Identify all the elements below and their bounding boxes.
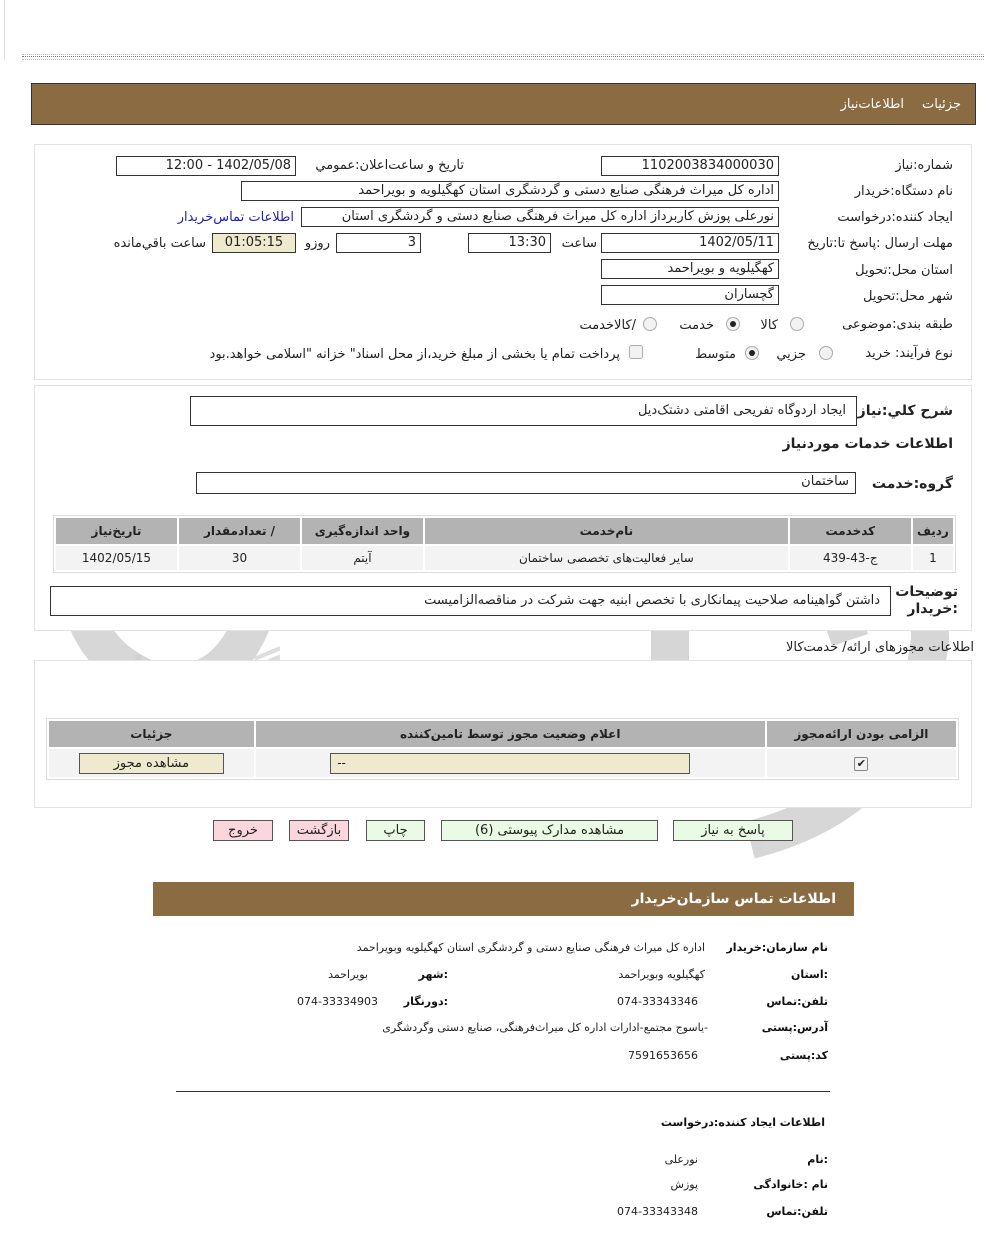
category-radio-goods[interactable] bbox=[790, 317, 804, 331]
col-permit-status: اعلام وضعیت مجوز توسط تامین‌کننده bbox=[256, 721, 765, 747]
service-group-field: ساختمان bbox=[196, 472, 856, 494]
view-attachments-button[interactable]: مشاهده مدارک پیوستی (6) bbox=[441, 820, 658, 841]
cell-need-date: 1402/05/15 bbox=[56, 546, 177, 570]
print-button[interactable]: چاپ bbox=[366, 820, 425, 841]
creator-first-name-label: :نام bbox=[807, 1153, 828, 1166]
process-option-minor: جزیي bbox=[776, 347, 806, 362]
creator-phone-label: تلفن:تماس bbox=[766, 1205, 828, 1218]
province-field: کهگیلویه و بویراحمد bbox=[601, 259, 779, 279]
col-permit-details: جزئیات bbox=[49, 721, 254, 747]
back-button[interactable]: بازگشت bbox=[289, 820, 349, 841]
contact-fax-value: 074-33334903 bbox=[297, 995, 378, 1008]
cell-quantity: 30 bbox=[179, 546, 300, 570]
contact-divider bbox=[176, 1091, 830, 1092]
tab-details[interactable]: جزئیات bbox=[922, 96, 961, 112]
contact-fax-label: :دورنگار bbox=[403, 995, 448, 1008]
permits-table bbox=[46, 718, 959, 780]
city-field: گچساران bbox=[601, 285, 779, 305]
permit-required-checkbox[interactable]: ✔ bbox=[854, 757, 868, 771]
cell-service-code: ج-43-439 bbox=[790, 546, 911, 570]
table-row bbox=[49, 749, 956, 777]
col-quantity: / تعدادمقدار bbox=[179, 518, 300, 544]
category-option-goods: کالا bbox=[760, 318, 778, 333]
creator-last-name-value: پوزش bbox=[670, 1178, 698, 1191]
process-label: نوع فرآیند: خرید bbox=[865, 346, 953, 361]
deadline-time-label: ساعت bbox=[561, 236, 597, 251]
contact-phone-value: 074-33343346 bbox=[617, 995, 698, 1008]
buyer-org-field: اداره کل میراث فرهنگی صنایع دستی و گردشگری استان کهگیلویه و بویراحمد bbox=[241, 181, 779, 201]
treasury-payment-checkbox[interactable] bbox=[629, 345, 643, 359]
category-radio-goods-service[interactable] bbox=[643, 317, 657, 331]
postal-code-label: کد:پستی bbox=[779, 1049, 828, 1062]
org-label: نام سازمان:خریدار bbox=[726, 941, 828, 954]
buyer-org-label: نام دستگاه:خریدار bbox=[854, 184, 953, 199]
services-heading: اطلاعات خدمات موردنیاز bbox=[782, 436, 953, 452]
contact-province-value: کهگیلویه وبویراحمد bbox=[618, 968, 705, 981]
remaining-time-field: 01:05:15 bbox=[212, 233, 296, 253]
col-unit: واحد اندازه‌گیری bbox=[302, 518, 423, 544]
province-label: استان محل:تحویل bbox=[855, 263, 953, 278]
announce-field: 1402/05/08 - 12:00 bbox=[116, 156, 296, 176]
cell-service-name: سایر فعالیت‌های تخصصی ساختمان bbox=[425, 546, 788, 570]
creator-field: نورعلی پوزش کاربرداز اداره کل میراث فرهنگی صنایع دستی و گردشگری استان bbox=[301, 207, 779, 227]
deadline-time-field: 13:30 bbox=[468, 233, 551, 253]
permits-title: اطلاعات مجوزهای ارائه/ خدمت‌کالا bbox=[785, 640, 974, 655]
top-divider bbox=[22, 54, 984, 60]
buyer-contact-link[interactable]: اطلاعات تماس‌خریدار bbox=[177, 210, 294, 225]
cell-unit: آیتم bbox=[302, 546, 423, 570]
days-field: 3 bbox=[336, 233, 421, 253]
need-number-field: 1102003834000030 bbox=[601, 156, 779, 176]
col-need-date: تاریخ‌نیاز bbox=[56, 518, 177, 544]
buyer-notes-label: توضیحات :خریدار bbox=[895, 584, 958, 617]
exit-button[interactable]: خروج bbox=[213, 820, 273, 841]
process-option-medium: متوسط bbox=[695, 347, 736, 362]
cell-permit-status bbox=[256, 749, 765, 777]
col-service-name: نام‌خدمت bbox=[425, 518, 788, 544]
treasury-payment-note: پرداخت تمام یا بخشی از مبلغ خرید،از محل اسناد" خزانه "اسلامی خواهد.بود bbox=[209, 347, 620, 362]
details-header-bar bbox=[31, 83, 976, 125]
permit-status-field: -- bbox=[330, 753, 690, 774]
view-permit-button[interactable]: مشاهده مجوز bbox=[79, 753, 224, 774]
contact-phone-label: تلفن:تماس bbox=[766, 995, 828, 1008]
process-radio-minor[interactable] bbox=[819, 346, 833, 360]
creator-phone-value: 074-33343348 bbox=[617, 1205, 698, 1218]
contact-city-label: :شهر bbox=[418, 968, 448, 981]
contact-city-value: بویراحمد bbox=[328, 968, 368, 981]
tab-need-info[interactable]: اطلاعات‌نیاز bbox=[840, 96, 905, 112]
summary-label: شرح کلي:نیاز bbox=[857, 403, 953, 419]
summary-field: ایجاد اردوگاه تفریحی اقامتی دشتک‌دیل bbox=[190, 396, 857, 426]
services-table-header bbox=[56, 518, 953, 544]
permits-table-header bbox=[49, 721, 956, 747]
buyer-notes-field: داشتن گواهینامه صلاحیت پیمانکاری با تخصص ابنیه جهت شرکت در مناقصه‌الزامیست bbox=[50, 586, 891, 616]
address-label: آدرس:پستی bbox=[761, 1021, 828, 1034]
reply-button[interactable]: پاسخ به نیاز bbox=[673, 820, 793, 841]
category-option-goods-service: /کالاخدمت bbox=[579, 318, 636, 333]
city-label: شهر محل:تحویل bbox=[863, 289, 953, 304]
days-label: روزو bbox=[304, 236, 330, 251]
creator-last-name-label: نام :خانوادگی bbox=[753, 1178, 828, 1191]
category-label: طبقه بندی:موضوعی bbox=[842, 317, 953, 332]
page-edge bbox=[4, 0, 5, 60]
category-radio-service[interactable] bbox=[726, 317, 740, 331]
services-table bbox=[53, 515, 956, 573]
cell-permit-required bbox=[767, 749, 956, 777]
deadline-label: مهلت ارسال :پاسخ تا:تاریخ bbox=[807, 236, 953, 251]
creator-first-name-value: نورعلی bbox=[664, 1153, 698, 1166]
contact-province-label: :استان bbox=[791, 968, 828, 981]
announce-label: تاریخ و ساعت‌اعلان:عمومي bbox=[315, 158, 464, 173]
deadline-date-field: 1402/05/11 bbox=[601, 233, 779, 253]
cell-row-no: 1 bbox=[913, 546, 953, 570]
service-group-label: گروه:خدمت bbox=[871, 476, 953, 492]
org-value: اداره کل میراث فرهنگی صنایع دستی و گردشگری استان کهگیلویه وبویراحمد bbox=[356, 941, 705, 954]
creator-info-heading: اطلاعات ایجاد کننده:درخواست bbox=[660, 1116, 825, 1129]
creator-label: ایجاد کننده:درخواست bbox=[837, 210, 953, 225]
postal-code-value: 7591653656 bbox=[628, 1049, 698, 1062]
col-permit-required: الزامی بودن ارائه‌مجوز bbox=[767, 721, 956, 747]
table-row bbox=[56, 546, 953, 570]
remaining-time-label: ساعت باقي‌مانده bbox=[113, 236, 206, 251]
address-value: -یاسوج مجتمع-ادارات اداره کل میراث‌فرهنگی، صنایع دستی وگردشگری bbox=[382, 1021, 708, 1034]
buyer-contact-header: اطلاعات تماس سازمان‌خریدار bbox=[153, 882, 854, 916]
need-number-label: شماره:نیاز bbox=[895, 158, 953, 173]
col-service-code: کدخدمت bbox=[790, 518, 911, 544]
category-option-service: خدمت bbox=[679, 318, 714, 333]
process-radio-medium[interactable] bbox=[745, 346, 759, 360]
col-row-no: ردیف bbox=[913, 518, 953, 544]
cell-permit-details bbox=[49, 749, 254, 777]
details-panel bbox=[34, 144, 972, 380]
